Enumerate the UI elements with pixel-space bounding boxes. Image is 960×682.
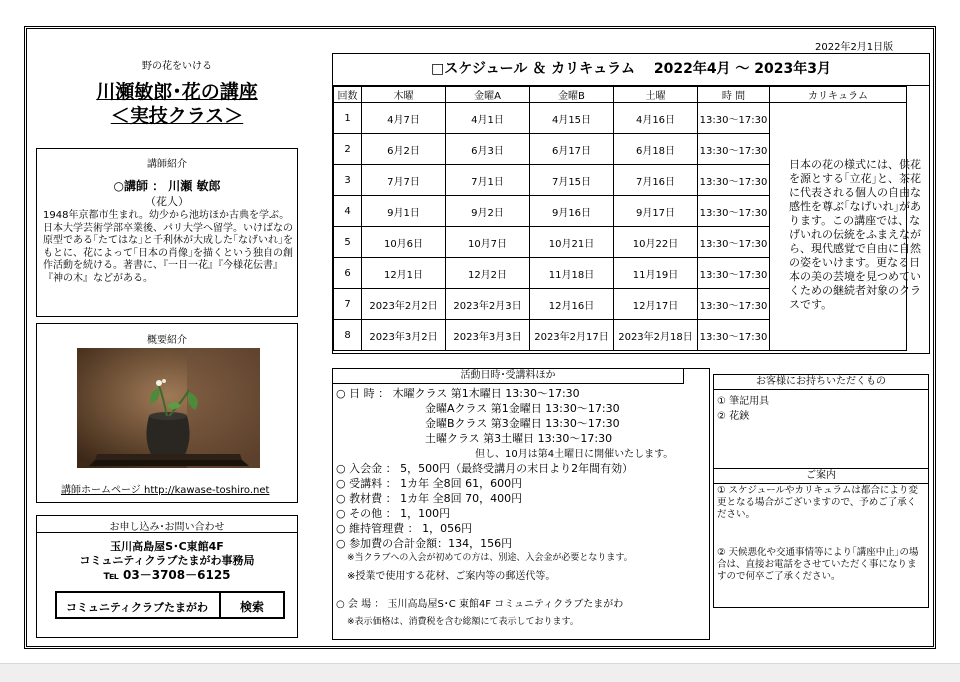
cell: 2023年2月18日 <box>614 320 698 351</box>
schedule-title: □スケジュール ＆ カリキュラム 2022年4月 ～ 2023年3月 <box>333 54 929 86</box>
col-header-count: 回数 <box>334 87 362 103</box>
info-box <box>332 368 710 640</box>
cell: 11月18日 <box>530 258 614 289</box>
cell: 9月16日 <box>530 196 614 227</box>
info-line: ○ 日 時 ： 木曜クラス 第1木曜日 13:30～17:30 <box>336 387 580 400</box>
contact-line-1: 玉川高島屋S･C東館4F <box>110 540 224 553</box>
cell: 13:30～17:30 <box>698 134 770 165</box>
bring-box <box>713 374 929 479</box>
cell: 13:30～17:30 <box>698 103 770 134</box>
instructor-name: ○講師 ： 川瀬 敏郎 <box>113 179 221 193</box>
schedule-header-row <box>334 87 907 103</box>
bring-heading: お客様にお持ちいただくもの <box>714 375 928 390</box>
cell: 13:30～17:30 <box>698 165 770 196</box>
cell: 10月7日 <box>446 227 530 258</box>
cell: 11月19日 <box>614 258 698 289</box>
cell: 7月1日 <box>446 165 530 196</box>
cell: 13:30～17:30 <box>698 258 770 289</box>
cell: 9月1日 <box>362 196 446 227</box>
cell: 9月17日 <box>614 196 698 227</box>
cell: 4月7日 <box>362 103 446 134</box>
cell: 1 <box>334 103 362 134</box>
homepage-link[interactable]: 講師ホームページ http://kawase-toshiro.net <box>61 485 270 496</box>
cell: 6月2日 <box>362 134 446 165</box>
subtitle: 野の花をいける <box>142 61 212 72</box>
curriculum-text: 日本の花の様式には、供花を源とする｢立花｣と、茶花に代表される個人の自由な感性を尊ぶ｢なげいれ｣があります。この講座では、なげいれの伝統をふまえながら、現代感覚で自由に自然の姿をいけます。更なる日本の美の芸境を見つめていくための継続者対象のクラスです。 <box>789 158 921 311</box>
course-title: 川瀬敏郎･花の講座 <box>96 81 258 103</box>
cell: 5 <box>334 227 362 258</box>
search-box[interactable] <box>55 591 285 619</box>
cell: 12月16日 <box>530 289 614 320</box>
cell: 10月6日 <box>362 227 446 258</box>
cell: 7月15日 <box>530 165 614 196</box>
info-line: ○ 受講料 ： 1カ年 全8回 61，600円 <box>336 477 523 490</box>
cell: 6月3日 <box>446 134 530 165</box>
cell: 2023年3月3日 <box>446 320 530 351</box>
info-line: 但し、10月は第4土曜日に開催いたします。 <box>475 449 674 460</box>
cell: 8 <box>334 320 362 351</box>
viewer-bottom-bar <box>0 663 960 682</box>
info-line: ○ 教材費 ： 1カ年 全8回 70，400円 <box>336 492 523 505</box>
cell: 13:30～17:30 <box>698 196 770 227</box>
cell: 4月16日 <box>614 103 698 134</box>
notice-box <box>713 468 929 608</box>
info-line: ○ 会 場 ： 玉川高島屋S･C 東館4F コミュニティクラブたまがわ <box>336 599 624 610</box>
instructor-bio: 1948年京都市生まれ。幼少から池坊ほか古典を学ぶ。日本大学芸術学部卒業後、パリ大学へ留学。いけばなの原型である｢たてはな｣と千利休が大成した｢なげいれ｣をもとに、花によって｢日本の肖像｣を描くという独自の創作活動を続ける。著書に、『一日一花』『今様花伝書』『神の木』などがある。 <box>43 210 293 284</box>
table-row <box>334 103 907 134</box>
info-line: 金曜Aクラス 第1金曜日 13:30～17:30 <box>425 402 620 415</box>
cell: 4 <box>334 196 362 227</box>
flyer-frame <box>24 26 936 649</box>
info-line: ※表示価格は、消費税を含む総額にて表示しております。 <box>347 617 579 627</box>
col-header-time: 時 間 <box>698 87 770 103</box>
cell: 3 <box>334 165 362 196</box>
cell: 13:30～17:30 <box>698 320 770 351</box>
cell: 13:30～17:30 <box>698 289 770 320</box>
contact-line-2: コミュニティクラブたまがわ事務局 <box>79 554 255 567</box>
contact-phone: ℡ 03－3708－6125 <box>103 568 231 582</box>
overview-heading: 概要紹介 <box>147 335 187 346</box>
cell: 9月2日 <box>446 196 530 227</box>
cell: 4月1日 <box>446 103 530 134</box>
cell: 2023年3月2日 <box>362 320 446 351</box>
cell: 2023年2月3日 <box>446 289 530 320</box>
info-line: ○ 維持管理費 ： 1，056円 <box>336 522 473 535</box>
info-line: ○ 入会金 ： 5，500円（最終受講月の末日より2年間有効） <box>336 462 634 475</box>
notice-item: ① スケジュールやカリキュラムは都合により変更となる場合がございますので、予めご了承ください。 <box>717 485 918 520</box>
col-header-curriculum: カリキュラム <box>770 87 907 103</box>
search-term: コミュニティクラブたまがわ <box>66 601 208 614</box>
instructor-role: （花人） <box>145 195 189 208</box>
course-subtitle: ＜実技クラス＞ <box>110 105 244 127</box>
cell: 10月22日 <box>614 227 698 258</box>
schedule-box <box>332 53 930 354</box>
info-line: 金曜Bクラス 第3金曜日 13:30～17:30 <box>425 417 620 430</box>
edition-date: 2022年2月1日版 <box>815 42 894 53</box>
cell: 7月16日 <box>614 165 698 196</box>
cell: 13:30～17:30 <box>698 227 770 258</box>
contact-heading: お申し込み･お問い合わせ <box>37 518 297 533</box>
cell: 6 <box>334 258 362 289</box>
col-header-friday-a: 金曜A <box>446 87 530 103</box>
notice-heading: ご案内 <box>714 469 928 484</box>
info-heading: 活動日時･受講料ほか <box>333 369 684 384</box>
instructor-heading: 講師紹介 <box>147 159 187 170</box>
col-header-friday-b: 金曜B <box>530 87 614 103</box>
cell: 2023年2月2日 <box>362 289 446 320</box>
contact-box <box>36 515 298 638</box>
search-button[interactable]: 検索 <box>239 600 264 614</box>
cell: 4月15日 <box>530 103 614 134</box>
cell: 2023年2月17日 <box>530 320 614 351</box>
notice-item: ② 天候悪化や交通事情等により｢講座中止｣の場合は、直接お電話をさせていただく事になりますので何卒ご了承ください。 <box>717 547 919 582</box>
instructor-box <box>36 148 298 317</box>
cell: 6月17日 <box>530 134 614 165</box>
cell: 6月18日 <box>614 134 698 165</box>
ikebana-illustration <box>77 348 260 468</box>
cell: 12月17日 <box>614 289 698 320</box>
info-line: ○ その他 ： 1，100円 <box>336 507 451 520</box>
info-line: ○ 参加費の合計金額：134，156円 <box>336 537 513 550</box>
cell: 2 <box>334 134 362 165</box>
info-line: ※授業で使用する花材、ご案内等の郵送代等。 <box>347 571 556 582</box>
cell: 7 <box>334 289 362 320</box>
cell: 7月7日 <box>362 165 446 196</box>
ikebana-photo <box>77 348 260 468</box>
cell: 12月1日 <box>362 258 446 289</box>
info-line: 土曜クラス 第3土曜日 13:30～17:30 <box>425 432 613 445</box>
overview-box <box>36 323 298 503</box>
cell: 10月21日 <box>530 227 614 258</box>
col-header-saturday: 土曜 <box>614 87 698 103</box>
bring-item: ① 筆記用具 <box>717 396 770 407</box>
info-line: ※当クラブへの入会が初めての方は、別途、入会金が必要となります。 <box>347 553 633 563</box>
cell: 12月2日 <box>446 258 530 289</box>
bring-item: ② 花鋏 <box>717 411 750 422</box>
col-header-thursday: 木曜 <box>362 87 446 103</box>
